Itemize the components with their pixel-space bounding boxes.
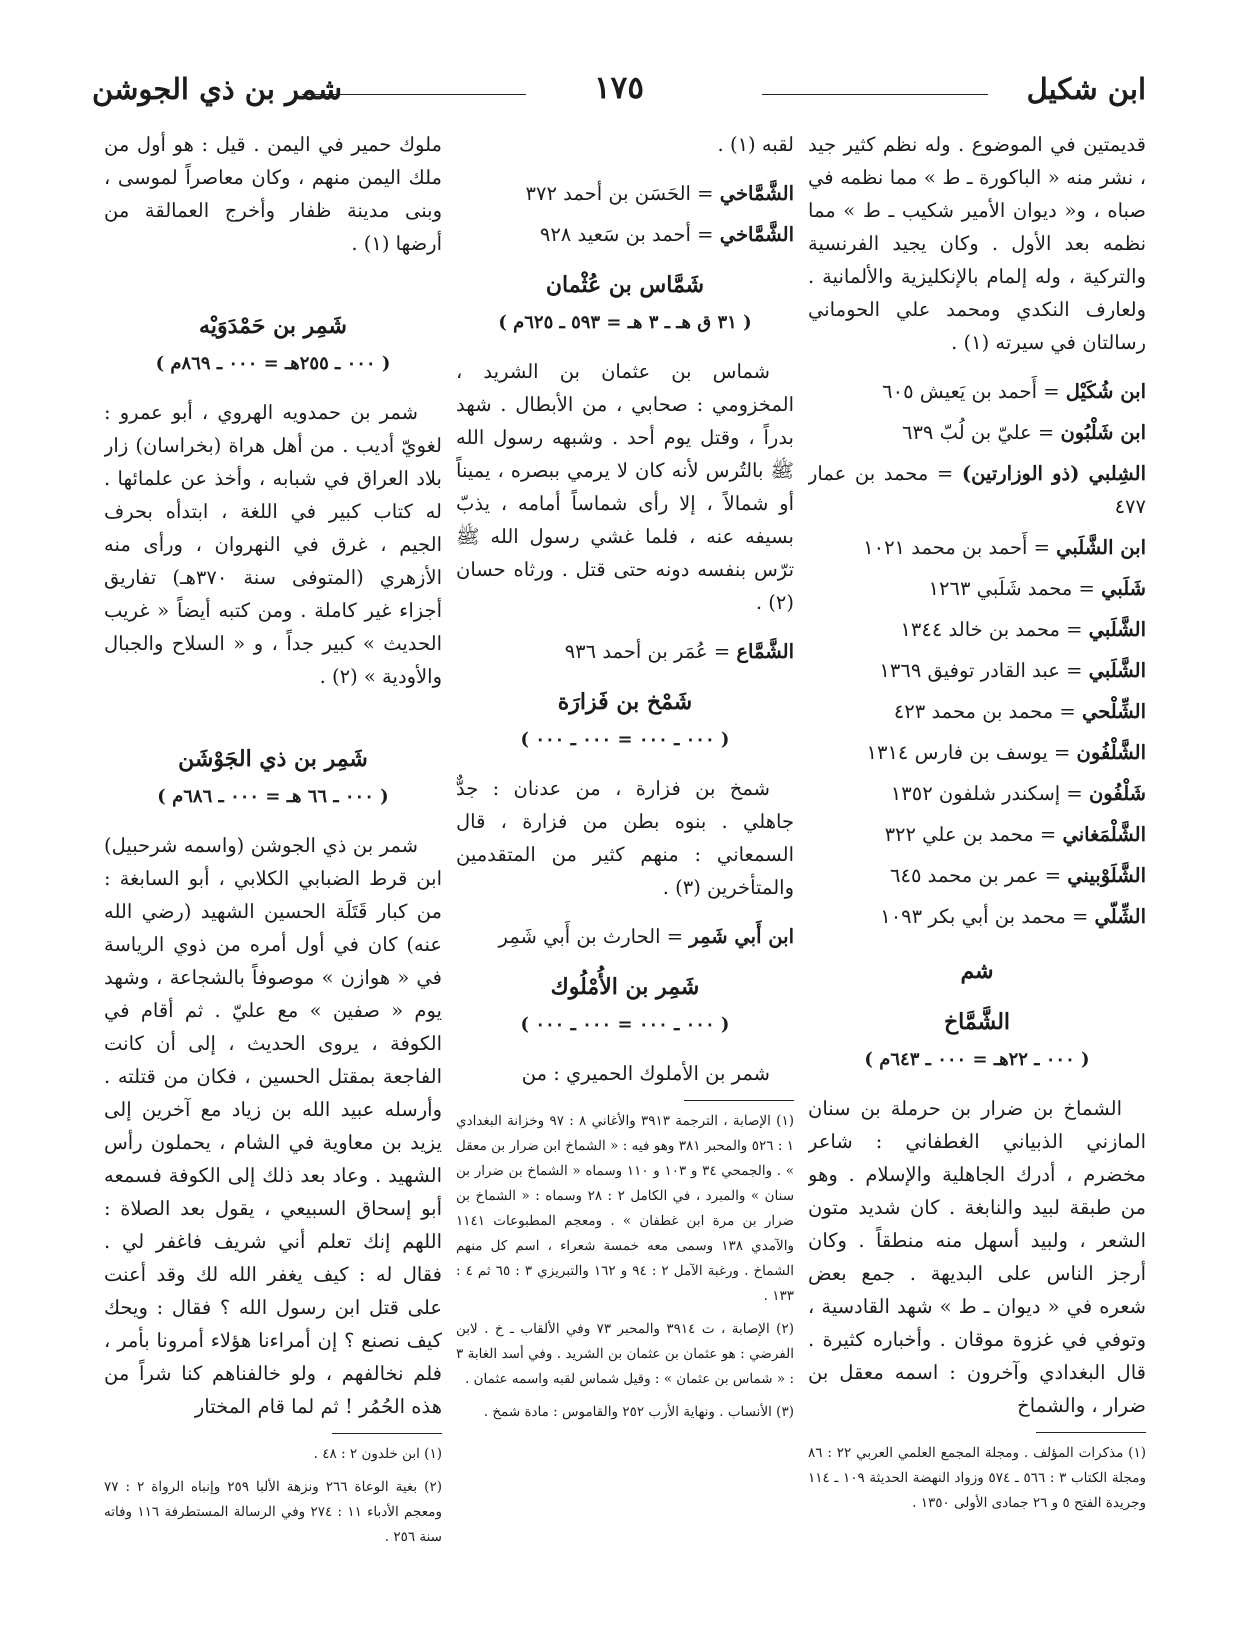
- entry-dates: ( ٠٠٠ ـ ٠٠٠ = ٠٠٠ ـ ٠٠٠ ): [520, 1014, 730, 1035]
- entry-title: الشَّمَّاخ: [943, 1009, 1011, 1035]
- continued-paragraph: ملوك حمير في اليمن . قيل : هو أول من ملك اليمن منهم ، وكان معاصراً لموسى ، وبنى مدينة ظفار وأخرج العمالقة من أرضها (١) .: [104, 133, 442, 255]
- footnote: (١) الإصابة ، الترجمة ٣٩١٣ والأغاني ٨ : ٩٧ وخزانة البغدادي ١ : ٥٢٦ والمحبر ٣٨١ وهو فيه : « الشماخ ابن ضرار بن معقل » . والجمحي ٣٤ و ١٠٣ و ١١٠ وسماه « الشماخ بن ضرار بن سنان » والمبرد ، في الكامل ٢ : ٢٨ وسماه : « الشماخ بن ضرار بن مرة ابن غطفان » . ومعجم المطبوعات ١١٤١ والآمدي ١٣٨ وسمى معه خمسة شعراء ، اسم كل منهم الشماخ . ورغبة الآمل ٢ : ٩٤ و ١٦٢ والتبريزي ٣ : ٦٥ ثم ٤ : ١٣٣ .: [456, 1113, 794, 1304]
- cross-reference: شَلْفُون = إسكندر شلفون ١٣٥٢: [890, 782, 1146, 805]
- cross-reference: الشَّمَّاع = عُمَر بن أحمد ٩٣٦: [564, 640, 794, 663]
- cross-reference: الشِّلْحي = محمد بن محمد ٤٢٣: [893, 700, 1146, 723]
- cross-reference-list: [456, 635, 794, 668]
- cross-reference: الشَّمَّاخي = أحمد بن سَعيد ٩٢٨: [539, 223, 794, 246]
- entry-dates: ( ٠٠٠ ـ ٢٥٥هـ = ٠٠٠ ـ ٨٦٩م ): [155, 353, 391, 374]
- footnote: (٣) الأنساب . ونهاية الأرب ٢٥٢ والقاموس : مادة شمخ .: [483, 1404, 794, 1420]
- column-middle: [456, 128, 794, 1588]
- footnote: (١) مذكرات المؤلف . ومجلة المجمع العلمي العربي ٢٢ : ٨٦ ومجلة الكتاب ٣ : ٥٦٦ ـ ٥٧٤ وزواد النهضة الحديثة ١٠٩ ـ ١١٤ وجريدة الفتح ٥ و ٢٦ جمادى الأولى ١٣٥٠ .: [808, 1445, 1146, 1511]
- cross-reference: الشَّلَوْبيني = عمر بن محمد ٦٤٥: [890, 864, 1146, 887]
- header-rule-right: [762, 94, 988, 95]
- footnote: (٢) بغية الوعاة ٢٦٦ ونزهة الألبا ٢٥٩ وإنباه الرواة ٢ : ٧٧ ومعجم الأدباء ١١ : ٢٧٤ وفي الرسالة المستطرفة ١١٦ وفاته سنة ٢٥٦ .: [104, 1479, 442, 1545]
- entry-body: شمر بن حمدويه الهروي ، أبو عمرو : لغويّ أديب . من أهل هراة (بخراسان) زار بلاد العراق في شبابه ، وأخذ عن علمائها . له كتاب كبير في اللغة ، ابتدأه بحرف الجيم ، غرق في النهروان ، ورأى منه الأزهري (المتوفى سنة ٣٧٠هـ) تفاريق أجزاء غير كاملة . ومن كتبه أيضاً « غريب الحديث » كبير جداً ، و « السلاح والجبال والأودية » (٢) .: [104, 401, 442, 688]
- entry-body: الشماخ بن ضرار بن حرملة بن سنان المازني الذبياني الغطفاني : شاعر مخضرم ، أدرك الجاهلية والإسلام . وهو من طبقة لبيد والنابغة . كان شديد متون الشعر ، ولبيد أسهل منه منطقاً . وكان أرجز الناس على البديهة . جمع بعض شعره في « ديوان ـ ط » شهد القادسية ، وتوفي في غزوة موقان . وأخباره كثيرة . قال البغدادي وآخرون : اسمه معقل بن ضرار ، والشماخ: [808, 1097, 1146, 1417]
- entry-title: شَمِر بن ذي الجَوْشَن: [178, 746, 368, 772]
- footnote: (٢) الإصابة ، ت ٣٩١٤ والمحبر ٧٣ وفي الألقاب ـ خ . لابن الفرضي : هو عثمان بن عثمان بن الشريد . وفي أسد الغابة ٣ : « شماس بن عثمان » : وقيل شماس لقبه واسمه عثمان .: [456, 1321, 794, 1387]
- spacer: [104, 268, 442, 292]
- cross-reference: ابن الشَّلَبي = أَحمد بن محمد ١٠٢١: [863, 536, 1146, 559]
- entry-title: شَمِر بن الأُمْلُوك: [550, 974, 700, 1000]
- cross-reference: الشِّلّي = محمد بن أبي بكر ١٠٩٣: [880, 905, 1146, 928]
- running-head-left: شمر بن ذي الجوشن: [92, 72, 343, 106]
- cross-reference: شَلَبي = محمد شَلَبي ١٢٦٣: [928, 577, 1146, 600]
- cross-reference: الشِلبي (ذو الوزارتين) = محمد بن عمار ٤٧٧: [808, 462, 1146, 518]
- page-header: [92, 72, 1146, 116]
- cross-reference: الشَّلَبي = عبد القادر توفيق ١٣٦٩: [879, 659, 1146, 682]
- running-head-right: ابن شكيل: [1026, 72, 1146, 106]
- footnote-rule: [1036, 1432, 1146, 1433]
- cross-reference: الشَّلْمَغاني = محمد بن علي ٣٢٢: [884, 823, 1146, 846]
- entry-dates: ( ٠٠٠ ـ ٢٢هـ = ٠٠٠ ـ ٦٤٣م ): [864, 1049, 1090, 1070]
- column-right: [808, 128, 1146, 1588]
- cross-reference: ابن أَبي شَمِر = الحارث بن أَبي شَمِر: [498, 925, 794, 948]
- page-number: ١٧٥: [594, 70, 644, 106]
- entry-body: شماس بن عثمان بن الشريد ، المخزومي : صحابي ، من الأبطال . شهد بدراً ، وقتل يوم أحد . وشبهه رسول الله ﷺ بالتُرس لأنه كان لا يرمي ببصره ، يميناً أو شمالاً ، إلا رأى شماساً أمامه ، يذبّ بسيفه عنه ، فلما غشي رسول الله ﷺ ترّس بنفسه دونه حتى قتل . ورثاه حسان (٢) .: [456, 360, 794, 614]
- entry-dates: ( ٠٠٠ ـ ٠٠٠ = ٠٠٠ ـ ٠٠٠ ): [520, 729, 730, 750]
- cross-reference-list: [456, 177, 794, 251]
- entry-body: شمر بن ذي الجوشن (واسمه شرحبيل) ابن قرط الضبابي الكلابي ، أبو السابغة : من كبار قَتَلَة الحسين الشهيد (رضي الله عنه) كان في أول أمره من ذوي الرياسة في « هوازن » موصوفاً بالشجاعة ، وشهد يوم « صفين » مع عليّ . ثم أقام في الكوفة ، يروى الحديث ، إلى أن كانت الفاجعة بمقتل الحسين ، فكان من قتلته . وأرسله عبيد الله بن زياد مع آخرين إلى يزيد بن معاوية في الشام ، يحملون رأس الشهيد . وعاد بعد ذلك إلى الكوفة فسمعه أبو إسحاق السبيعي ، يقول بعد الصلاة : اللهم إنك تعلم أني شريف فاغفر لي . فقال له : كيف يغفر الله لك وقد أعنت على قتل ابن رسول الله ؟ فقال : ويحك كيف نصنع ؟ إن أمراءنا هؤلاء أمرونا بأمر ، فلم نخالفهم ، ولو خالفناهم كنا شراً من هذه الحُمُر ! ثم لما قام المختار: [104, 834, 442, 1418]
- entry-body: شمر بن الأملوك الحميري : من: [521, 1062, 770, 1085]
- entry-dates: ( ٣١ ق هـ ـ ٣ هـ = ٥٩٣ ـ ٦٢٥م ): [498, 312, 752, 333]
- cross-reference: ابن شَلْبُون = عليّ بن لُبّ ٦٣٩: [901, 421, 1146, 444]
- cross-reference-list: [808, 375, 1146, 933]
- cross-reference: ابن شُكَيْل = أَحمد بن يَعيش ٦٠٥: [882, 380, 1146, 403]
- cross-reference: الشَّمَّاخي = الحَسَن بن أحمد ٣٧٢: [525, 182, 794, 205]
- cross-reference-list: [456, 920, 794, 953]
- footnote-rule: [332, 1433, 442, 1434]
- section-heading: شم: [960, 958, 994, 984]
- entry-body: شمخ بن فزارة ، من عدنان : جدٌّ جاهلي . بنوه بطن من فزارة ، قال السمعاني : منهم كثير من المتقدمين والمتأخرين (٣) .: [456, 777, 794, 899]
- cross-reference: الشَّلْفُون = يوسف بن فارس ١٣١٤: [866, 741, 1146, 764]
- entry-title: شَمَّاس بن عُثْمان: [545, 272, 705, 298]
- entry-dates: ( ٠٠٠ ـ ٦٦ هـ = ٠٠٠ ـ ٦٨٦م ): [157, 786, 389, 807]
- entry-title: شَمِر بن حَمْدَوَيْه: [199, 313, 347, 339]
- cross-reference: الشَّلَبي = محمد بن خالد ١٣٤٤: [900, 618, 1146, 641]
- column-left: [104, 128, 442, 1588]
- footnote-rule: [684, 1100, 794, 1101]
- entry-title: شَمْخ بن فَزارَة: [557, 689, 693, 715]
- continued-paragraph: لقبه (١) .: [717, 133, 794, 156]
- footnote: (١) ابن خلدون ٢ : ٤٨ .: [313, 1446, 442, 1462]
- spacer: [104, 701, 442, 725]
- continued-paragraph: قديمتين في الموضوع . وله نظم كثير جيد ، نشر منه « الباكورة ـ ط » مما نظمه في صباه ، و« ديوان الأمير شكيب ـ ط » مما نظمه بعد الأول . وكان يجيد الفرنسية والتركية ، وله إلمام بالإنكليزية والألمانية . ولعارف النكدي ومحمد علي الحوماني رسالتان في سيرته (١) .: [808, 133, 1146, 354]
